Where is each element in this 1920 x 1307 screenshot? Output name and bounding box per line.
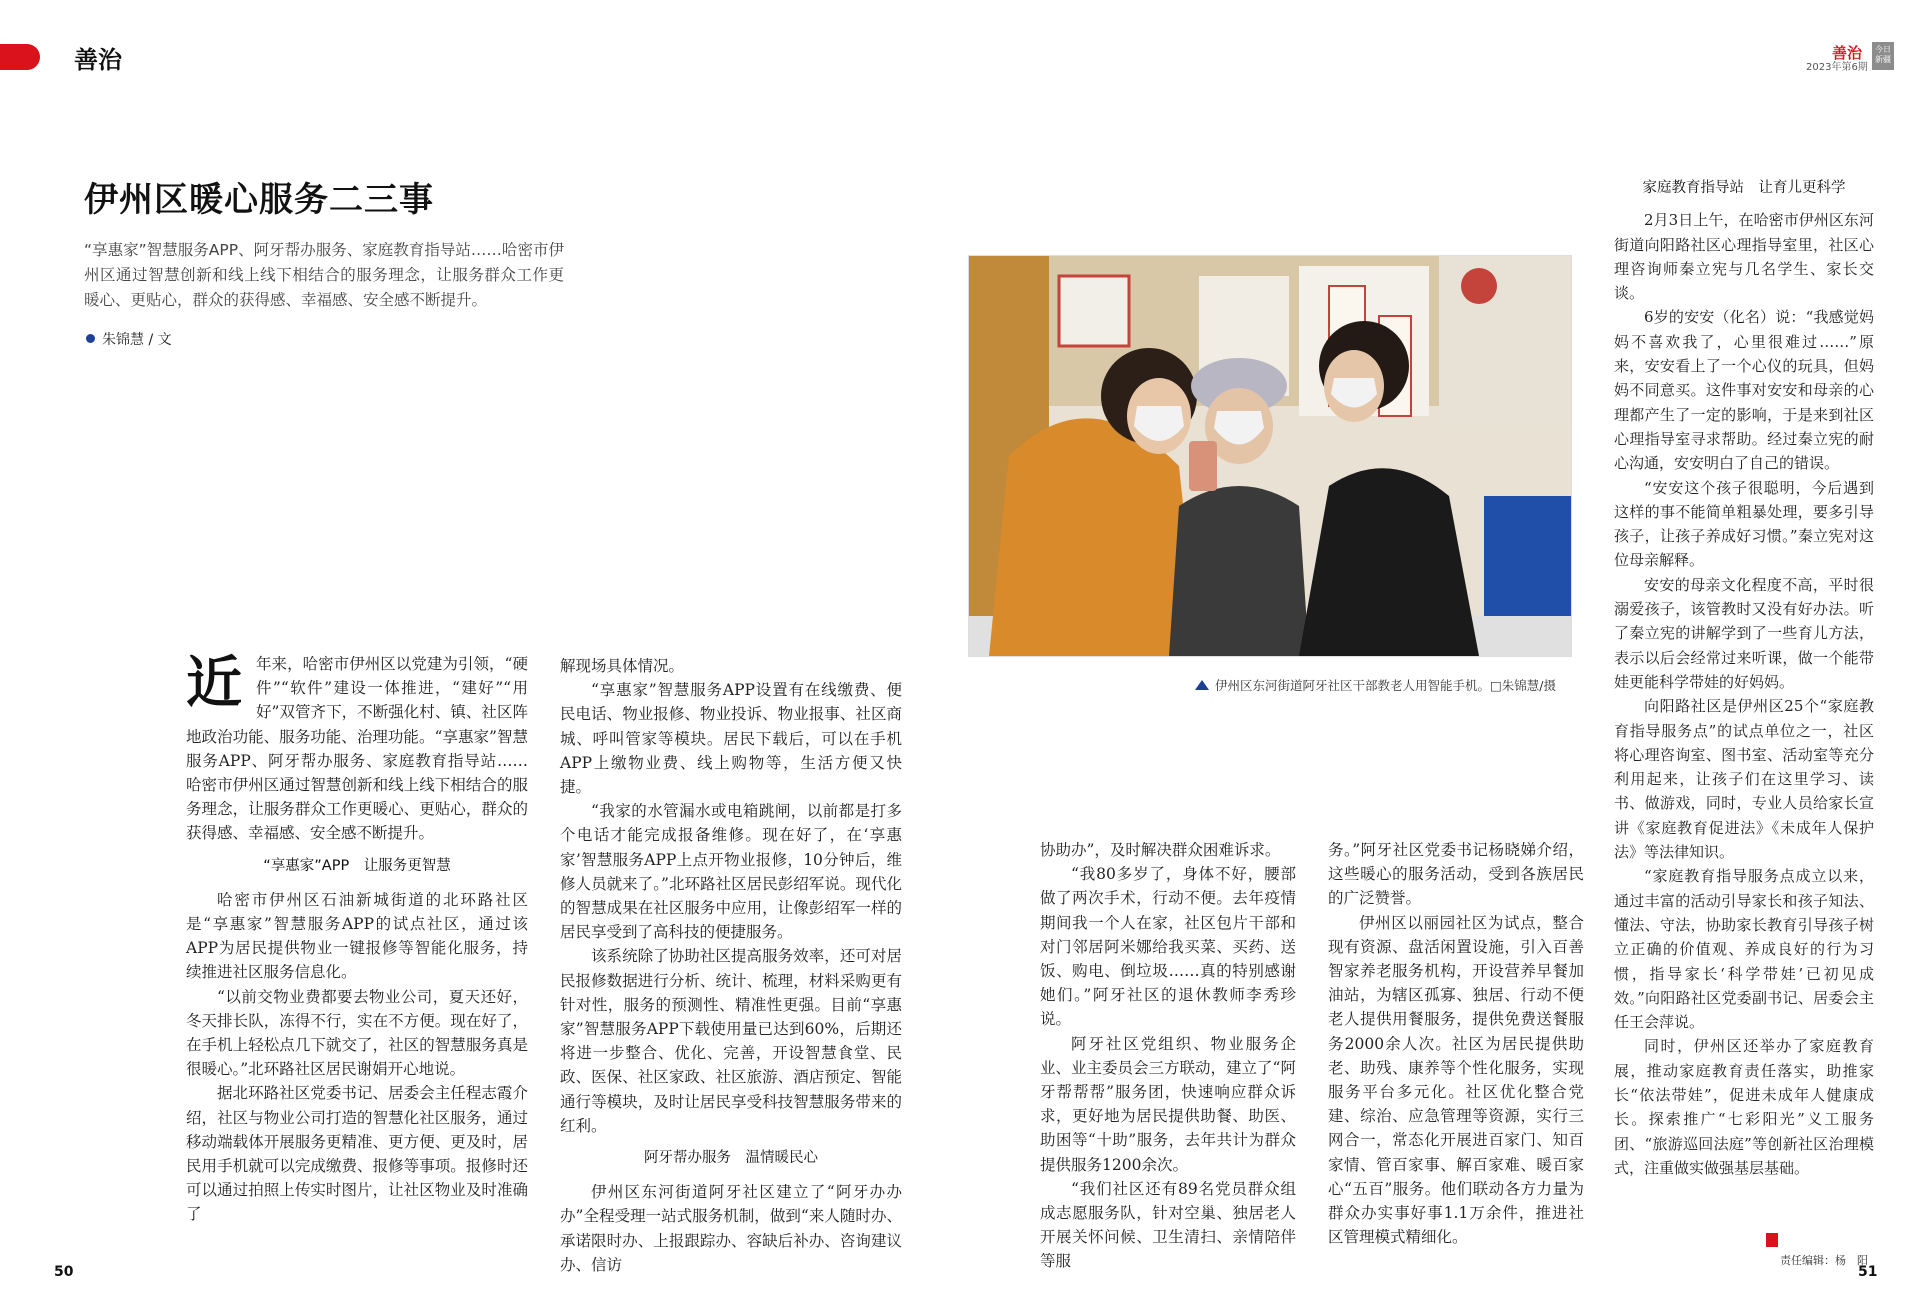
col5-paragraph-1: 2月3日上午，在哈密市伊州区东河街道向阳路社区心理指导室里，社区心理咨询师秦立宪与几名学生、家长交谈。: [1614, 211, 1874, 303]
dropcap: 近: [186, 651, 242, 716]
section-tab-red: [0, 44, 40, 70]
col4-paragraph-2: 伊州区以丽园社区为试点，整合现有资源、盘活闲置设施，引入百善智家养老服务机构，开设营养早餐加油站，为辖区孤寡、独居、行动不便老人提供用餐服务，提供免费送餐服务2000余人次。社区为居民提供助老、助残、康养等个性化服务，实现服务平台多元化。社区优化整合党建、综治、应急管理等资源，实行三网合一，常态化开展进百家门、知百家情、管百家事、解百家难、暖百家心“五百”服务。他们联动各方力量为群众办实事好事1.1万余件，推进社区管理模式精细化。: [1328, 913, 1584, 1247]
col3-paragraph-2: “我80多岁了，身体不好，腰部做了两次手术，行动不便。去年疫情期间我一个人在家，社区包片干部和对门邻居阿米娜给我买菜、买药、送饭、购电、倒垃圾……真的特别感谢她们。”阿牙社区的退休教师李秀珍说。: [1040, 865, 1296, 1029]
col2-paragraph-1: 解现场具体情况。: [560, 657, 685, 675]
col5-paragraph-7: 同时，伊州区还举办了家庭教育展，推动家庭教育责任落实，助推家长“依法带娃”，促进未成年人健康成长。探索推广“七彩阳光”义工服务团、“旅游巡回法庭”等创新社区治理模式，注重做实做强基层基础。: [1614, 1037, 1874, 1177]
article-title: 伊州区暖心服务二三事: [84, 180, 434, 220]
byline-dot: [86, 334, 95, 343]
col5-paragraph-3: “安安这个孩子很聪明，今后遇到这样的事不能简单粗暴处理，要多引导孩子，让孩子养成好习惯。”秦立宪对这位母亲解释。: [1614, 478, 1874, 570]
article-lead: “享惠家”智慧服务APP、阿牙帮办服务、家庭教育指导站……哈密市伊州区通过智慧创新和线上线下相结合的服务理念，让服务群众工作更暖心、更贴心，群众的获得感、幸福感、安全感不断提升。: [84, 241, 564, 309]
col2-paragraph-4: 该系统除了协助社区提高服务效率，还可对居民报修数据进行分析、统计、梳理，材料采购更有针对性，服务的预测性、精准性更强。目前“享惠家”智慧服务APP下载使用量已达到60%，后期还将进一步整合、优化、完善，开设智慧食堂、民政、医保、社区家政、社区旅游、酒店预定、智能通行等模块，及时让居民享受科技智慧服务带来的红利。: [560, 947, 902, 1135]
section-label-right: 善治: [1832, 44, 1863, 62]
col1-paragraph-3: “以前交物业费都要去物业公司，夏天还好，冬天排长队，冻得不行，实在不方便。现在好了，在手机上轻松点几下就交了，社区的智慧服务真是很暖心。”北环路社区居民谢娟开心地说。: [186, 987, 528, 1079]
end-mark: [1766, 1233, 1778, 1247]
col2-paragraph-3: “我家的水管漏水或电箱跳闸，以前都是打多个电话才能完成报备维修。现在好了，在‘享惠家’智慧服务APP上点开物业报修，10分钟后，维修人员就来了。”北环路社区居民彭绍军说。现代化的智慧成果在社区服务中应用，让像彭绍军一样的居民享受到了高科技的便捷服务。: [560, 802, 902, 942]
col1-paragraph-2: 哈密市伊州区石油新城街道的北环路社区是“享惠家”智慧服务APP的试点社区，通过该APP为居民提供物业一键报修等智能化服务，持续推进社区服务信息化。: [186, 890, 528, 982]
column-5: [1614, 176, 1874, 1180]
col3-paragraph-3: 阿牙社区党组织、物业服务企业、业主委员会三方联动，建立了“阿牙帮帮帮”服务团，快速响应群众诉求，更好地为居民提供助餐、助医、助困等“十助”服务，去年共计为群众提供服务1200余次。: [1040, 1034, 1296, 1174]
photo-caption: 伊州区东河街道阿牙社区干部教老人用智能手机。□朱锦慧/摄: [1215, 678, 1557, 693]
col5-paragraph-6: “家庭教育指导服务点成立以来，通过丰富的活动引导家长和孩子知法、懂法、守法，协助家长教育引导孩子树立正确的价值观、养成良好的行为习惯，指导家长‘科学带娃’已初见成效。”向阳路社区党委副书记、居委会主任王会萍说。: [1614, 867, 1874, 1032]
col4-paragraph-1: 务。”阿牙社区党委书记杨晓娣介绍，这些暖心的服务活动，受到各族居民的广泛赞誉。: [1328, 841, 1584, 908]
magazine-logo-text: 今日新疆: [1875, 45, 1891, 64]
page-number-right: 51: [1858, 1264, 1878, 1280]
col2-paragraph-5: 伊州区东河街道阿牙社区建立了“阿牙办办办”全程受理一站式服务机制，做到“来人随时办、承诺限时办、上报跟踪办、容缺后补办、咨询建议办、信访: [560, 1183, 902, 1274]
section-label-left: 善治: [74, 45, 122, 74]
col5-paragraph-5: 向阳路社区是伊州区25个“家庭教育指导服务点”的试点单位之一，社区将心理咨询室、图书室、活动室等充分利用起来，让孩子们在这里学习、读书、做游戏，同时，专业人员给家长宣讲《家庭教育促进法》《未成年人保护法》等法律知识。: [1614, 697, 1874, 862]
col2-paragraph-2: “享惠家”智慧服务APP设置有在线缴费、便民电话、物业报修、物业投诉、物业报事、社区商城、呼叫管家等模块。居民下载后，可以在手机APP上缴物业费、线上购物等，生活方便又快捷。: [560, 681, 902, 797]
subhead-2: 阿牙帮办服务 温情暖民心: [644, 1150, 818, 1167]
col3-paragraph-1: 协助办”，及时解决群众困难诉求。: [1040, 841, 1281, 859]
column-2: [560, 654, 902, 1277]
magazine-logo: [1872, 42, 1894, 70]
col5-paragraph-2: 6岁的安安（化名）说：“我感觉妈妈不喜欢我了，心里很难过……”原来，安安看上了一个心仪的玩具，但妈妈不同意买。这件事对安安和母亲的心理都产生了一定的影响，于是来到社区心理指导室寻求帮助。经过秦立宪的耐心沟通，安安明白了自己的错误。: [1614, 308, 1874, 473]
issue-label: 2023年第6期: [1806, 62, 1868, 73]
col3-paragraph-4: “我们社区还有89名党员群众组成志愿服务队，针对空巢、独居老人开展关怀问候、卫生清扫、亲情陪伴等服: [1040, 1179, 1296, 1271]
caption-triangle: [1195, 680, 1209, 690]
column-1: [186, 652, 528, 1227]
col1-paragraph-4: 据北环路社区党委书记、居委会主任程志霞介绍，社区与物业公司打造的智慧化社区服务，通过移动端载体开展服务更精准、更方便、更及时，居民用手机就可以完成缴费、报修等事项。报修时还可以通过拍照上传实时图片，让社区物业及时准确了: [186, 1084, 528, 1224]
col1-paragraph-1: 年来，哈密市伊州区以党建为引领，“硬件”“软件”建设一体推进，“建好”“用好”双管齐下，不断强化村、镇、社区阵地政治功能、服务功能、治理功能。“享惠家”智慧服务APP、阿牙帮办服务、家庭教育指导站……哈密市伊州区通过智慧创新和线上线下相结合的服务理念，让服务群众工作更暖心、更贴心，群众的获得感、幸福感、安全感不断提升。: [186, 655, 528, 843]
article-photo: [968, 255, 1572, 657]
page-number-left: 50: [54, 1264, 74, 1280]
editor-credit: 责任编辑：杨 阳: [1780, 1254, 1868, 1267]
column-4: [1328, 838, 1584, 1249]
subhead-1: “享惠家”APP 让服务更智慧: [263, 857, 451, 874]
column-3: [1040, 838, 1296, 1274]
col5-paragraph-4: 安安的母亲文化程度不高，平时很溺爱孩子，该管教时又没有好办法。听了秦立宪的讲解学到了一些育儿方法，表示以后会经常过来听课，做一个能带娃更能科学带娃的好妈妈。: [1614, 575, 1874, 691]
byline: 朱锦慧 / 文: [102, 332, 172, 348]
subhead-3: 家庭教育指导站 让育儿更科学: [1642, 180, 1846, 196]
